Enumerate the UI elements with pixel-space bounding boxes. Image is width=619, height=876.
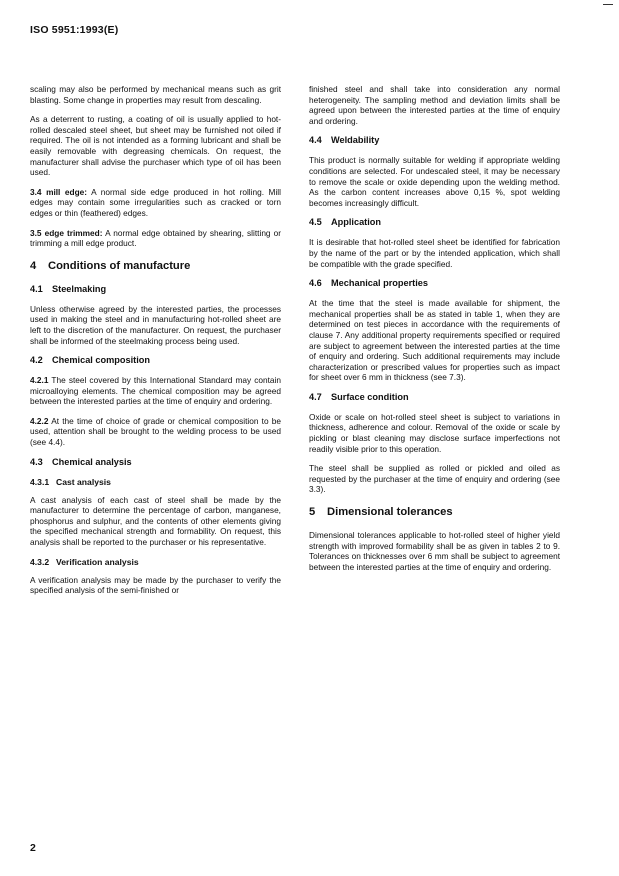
document-id: ISO 5951:1993(E) — [30, 24, 119, 36]
section-title: Mechanical properties — [331, 278, 429, 289]
section-title: Steelmaking — [52, 283, 107, 294]
section-title: Cast analysis — [56, 476, 111, 487]
clause-4-2-1 — [30, 375, 281, 407]
clause-text: The steel covered by this International Standard may contain microalloying elements. The chemical composition may be agreed between the interested parties at the time of enquiry and ordering. — [30, 375, 281, 407]
section-heading-4-3-1 — [30, 477, 281, 487]
section-title: Chemical composition — [52, 355, 151, 366]
section-number: 5 — [309, 506, 316, 519]
definition-3-4 — [30, 187, 281, 219]
section-number: 4 — [30, 259, 37, 272]
paragraph: Unless otherwise agreed by the interested parties, the processes used in making the steel and in manufacturing hot-rolled sheet are left to the discretion of the manufacturer. On request, the purchaser shall be informed of the steelmaking process being used. — [30, 303, 281, 346]
section-number: 4.3 — [30, 456, 43, 467]
section-heading-4 — [30, 260, 281, 272]
section-number: 4.2 — [30, 355, 43, 366]
section-title: Application — [331, 217, 382, 228]
section-heading-4-2 — [30, 355, 281, 365]
definition-text: A normal side edge produced in hot rolling. Mill edges may contain some irregularities such as cracked or torn edges or thin (feathered) edges. — [30, 186, 281, 218]
corner-mark — [603, 4, 613, 5]
section-title: Dimensional tolerances — [327, 506, 453, 519]
section-heading-4-3-2 — [30, 557, 281, 567]
section-number: 4.7 — [309, 391, 322, 402]
clause-number: 4.2.1 — [30, 375, 49, 386]
section-heading-5 — [309, 506, 560, 518]
definition-text: A normal edge obtained by shearing, slitting or trimming a mill edge product. — [30, 227, 281, 249]
paragraph: finished steel and shall take into consideration any normal heterogeneity. The sampling method and deviation limits shall be agreed upon between the interested parties at the time of enquiry and ordering. — [309, 84, 560, 126]
section-heading-4-7 — [309, 392, 560, 402]
section-heading-4-6 — [309, 278, 560, 288]
paragraph: A verification analysis may be made by the purchaser to verify the specified analysis of the semi-finished or — [30, 574, 281, 596]
paragraph: At the time that the steel is made available for shipment, the mechanical properties shall be as stated in table 1, when they are determined on test pieces in accordance with the requirements of clause 7. Any additional property requirements specified or required are subject to agreement between the interested parties at the time of enquiry and ordering. Such additional requirements may include characterization or prescribed values for properties such as impact for sheet over 6 mm in thickness (see 7.3). — [309, 298, 560, 383]
clause-text: At the time of choice of grade or chemical composition to be used, attention shall be brought to the welding process to be used (see 4.4). — [30, 415, 281, 448]
section-title: Verification analysis — [56, 556, 139, 567]
left-column — [30, 84, 281, 605]
section-number: 4.4 — [309, 135, 322, 146]
page-number: 2 — [30, 842, 36, 854]
section-title: Chemical analysis — [52, 456, 132, 467]
definition-term: 3.5 edge trimmed: — [30, 227, 103, 238]
section-heading-4-4 — [309, 135, 560, 145]
paragraph: scaling may also be performed by mechanical means such as grit blasting. Some change in properties may result from descaling. — [30, 84, 281, 105]
clause-4-2-2 — [30, 416, 281, 448]
section-number: 4.3.1 — [30, 476, 50, 487]
section-title: Surface condition — [331, 391, 409, 402]
paragraph: The steel shall be supplied as rolled or pickled and oiled as requested by the purchaser at the time of enquiry and ordering (see 3.3). — [309, 463, 560, 495]
paragraph: A cast analysis of each cast of steel shall be made by the manufacturer to determine the percentage of carbon, manganese, phosphorus and sulphur, and the contents of other elements giving the specified mechanical strength and formability. On request, this analysis shall be reported to the purchaser or his representative. — [30, 494, 281, 548]
section-heading-4-5 — [309, 217, 560, 227]
right-column — [309, 84, 560, 581]
paragraph: Oxide or scale on hot-rolled steel sheet is subject to variations in thickness, adherence and colour. Removal of the oxide or scale by pickling or blast cleaning may disclose surface imperfections not readily visible prior to this operation. — [309, 411, 560, 454]
section-heading-4-1 — [30, 284, 281, 294]
section-number: 4.5 — [309, 217, 322, 228]
section-number: 4.6 — [309, 278, 322, 289]
paragraph: Dimensional tolerances applicable to hot-rolled steel of higher yield strength with improved formability shall be as given in tables 2 to 9. Tolerances on thicknesses over 6 mm shall be subject to agreement between the interested parties at the time of enquiry and ordering. — [309, 530, 560, 572]
definition-term: 3.4 mill edge: — [30, 186, 88, 197]
clause-number: 4.2.2 — [30, 415, 49, 426]
section-title: Conditions of manufacture — [48, 259, 191, 272]
section-heading-4-3 — [30, 457, 281, 467]
paragraph: As a deterrent to rusting, a coating of oil is usually applied to hot-rolled descaled steel sheet, but sheet may be furnished not oiled if required. The oil is not intended as a forming lubricant and shall be easily removable with degreasing chemicals. On request, the manufacturer shall advise the purchaser which type of oil has been used. — [30, 114, 281, 178]
section-number: 4.1 — [30, 283, 43, 294]
section-title: Weldability — [331, 135, 380, 146]
definition-3-5 — [30, 228, 281, 249]
paragraph: This product is normally suitable for welding if appropriate welding conditions are selected. For undescaled steel, it may be necessary to remove the scale or oxide depending upon the welding method. As the carbon content increases above 0,15 %, spot welding becomes increasingly difficult. — [309, 155, 560, 208]
paragraph: It is desirable that hot-rolled steel sheet be identified for fabrication by the name of the part or by the intended application, which shall be compatible with the grade specified. — [309, 237, 560, 269]
section-number: 4.3.2 — [30, 556, 50, 567]
